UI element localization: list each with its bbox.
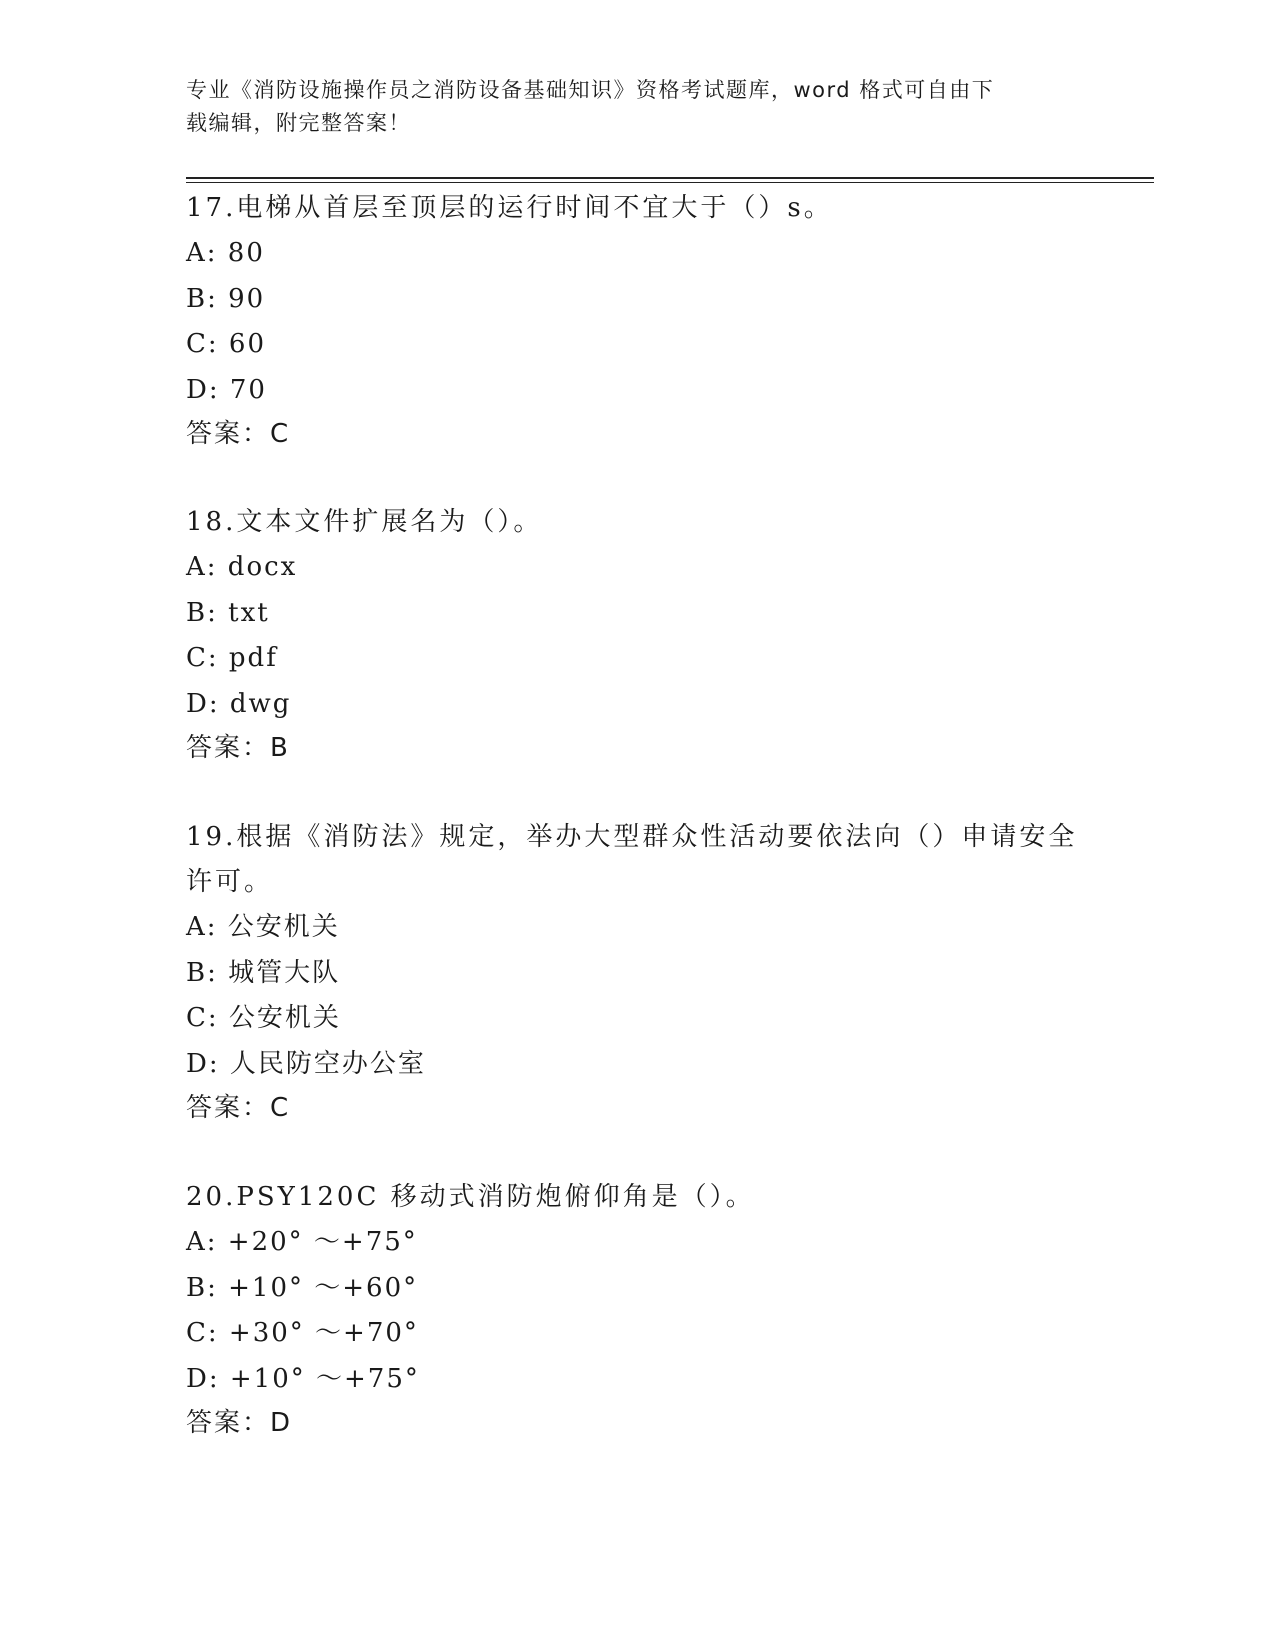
header-line-1: 专业《消防设施操作员之消防设备基础知识》资格考试题库，word 格式可自由下 [186, 78, 995, 102]
option-b: B: +10° ～+60° [186, 1272, 419, 1303]
answer-label: 答案：D [186, 1408, 293, 1438]
option-d: D: 人民防空办公室 [186, 1048, 426, 1079]
option-b: B: txt [186, 597, 270, 628]
option-b: B: 90 [186, 283, 266, 314]
question-stem: 19.根据《消防法》规定，举办大型群众性活动要依法向（）申请安全许可。 [186, 822, 1078, 897]
option-c: C: 公安机关 [186, 1003, 341, 1033]
header-line-2: 载编辑，附完整答案！ [186, 111, 411, 135]
question-stem: 17.电梯从首层至顶层的运行时间不宜大于（）s。 [186, 193, 833, 223]
option-d: D: +10° ～+75° [186, 1363, 420, 1394]
question-17 [186, 186, 1086, 455]
option-d: D: 70 [186, 374, 267, 405]
option-c: C: +30° ～+70° [186, 1318, 419, 1348]
option-a: A: docx [186, 552, 298, 582]
option-b: B: 城管大队 [186, 957, 341, 988]
option-c: C: 60 [186, 329, 267, 359]
header-divider-thin [186, 182, 1154, 183]
question-18 [186, 500, 1086, 769]
header-divider-thick [186, 177, 1154, 179]
option-c: C: pdf [186, 643, 278, 673]
option-a: A: +20° ～+75° [186, 1227, 418, 1257]
question-19 [186, 815, 1086, 1129]
option-d: D: dwg [186, 688, 292, 719]
answer-label: 答案：C [186, 1093, 291, 1123]
document-header [186, 74, 1066, 140]
option-a: A: 80 [186, 238, 265, 268]
answer-label: 答案：B [186, 733, 290, 763]
answer-label: 答案：C [186, 419, 291, 449]
question-20 [186, 1175, 1086, 1444]
question-stem: 20.PSY120C 移动式消防炮俯仰角是（）。 [186, 1182, 755, 1212]
option-a: A: 公安机关 [186, 912, 340, 942]
question-stem: 18.文本文件扩展名为（）。 [186, 507, 543, 537]
